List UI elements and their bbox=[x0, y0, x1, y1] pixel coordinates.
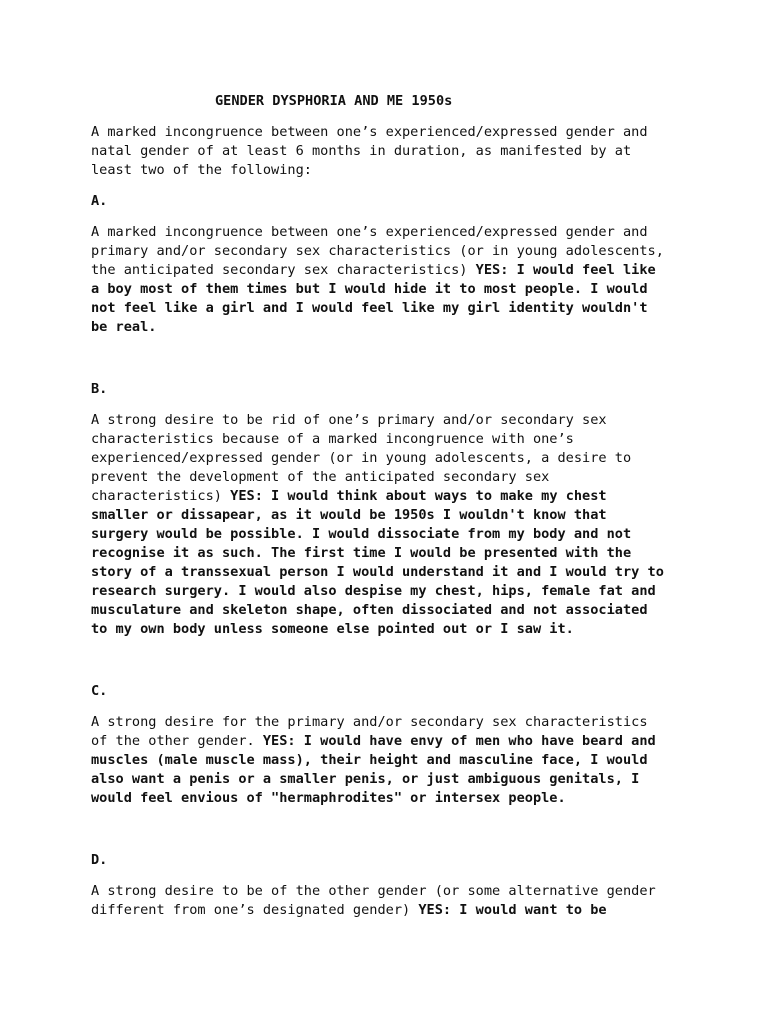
criterion-text: A strong desire to be of the other gender (or some alternative gender bbox=[91, 883, 656, 899]
section-b-text bbox=[91, 411, 691, 639]
answer-line: story of a transsexual person I would understand it and I would try to bbox=[91, 564, 664, 580]
intro-line: least two of the following: bbox=[91, 162, 312, 178]
criterion-line bbox=[91, 468, 691, 487]
answer-line: also want a penis or a smaller penis, or just ambiguous genitals, I bbox=[91, 771, 640, 787]
document-body bbox=[91, 92, 691, 920]
intro-paragraph bbox=[91, 123, 691, 180]
criterion-line bbox=[91, 449, 691, 468]
answer-text: YES: I would have envy of men who have beard and bbox=[262, 733, 656, 749]
answer-line: musculature and skeleton shape, often dissociated and not associated bbox=[91, 602, 648, 618]
criterion-text: characteristics) bbox=[91, 488, 231, 504]
answer-line: surgery would be possible. I would dissociate from my body and not bbox=[91, 526, 632, 542]
criterion-line bbox=[91, 487, 691, 506]
section-d-text bbox=[91, 882, 691, 920]
criterion-line bbox=[91, 882, 691, 901]
criterion-text: the anticipated secondary sex characteristics) bbox=[91, 262, 476, 278]
criterion-line bbox=[91, 242, 691, 261]
answer-line: recognise it as such. The first time I would be presented with the bbox=[91, 545, 632, 561]
criterion-text: A strong desire for the primary and/or secondary sex characteristics bbox=[91, 714, 648, 730]
section-b-heading: B. bbox=[91, 381, 108, 397]
section-c-text bbox=[91, 713, 691, 808]
criterion-text: different from one’s designated gender) bbox=[91, 902, 419, 918]
criterion-line bbox=[91, 261, 691, 280]
criterion-line bbox=[91, 223, 691, 242]
criterion-line bbox=[91, 732, 691, 751]
section-a-heading: A. bbox=[91, 193, 108, 209]
criterion-text: primary and/or secondary sex characteristics (or in young adolescents, bbox=[91, 243, 664, 259]
section-c-heading: C. bbox=[91, 683, 108, 699]
answer-text: YES: I would feel like bbox=[475, 262, 656, 278]
spacer bbox=[91, 639, 691, 682]
answer-line: be real. bbox=[91, 319, 157, 335]
criterion-text: prevent the development of the anticipated secondary sex bbox=[91, 469, 550, 485]
criterion-text: of the other gender. bbox=[91, 733, 263, 749]
answer-line: to my own body unless someone else pointed out or I saw it. bbox=[91, 621, 574, 637]
answer-text: YES: I would want to be bbox=[418, 902, 607, 918]
criterion-text: experienced/expressed gender (or in young adolescents, a desire to bbox=[91, 450, 632, 466]
intro-line: A marked incongruence between one’s experienced/expressed gender and bbox=[91, 124, 648, 140]
criterion-line bbox=[91, 901, 691, 920]
document-title: GENDER DYSPHORIA AND ME 1950s bbox=[215, 93, 453, 109]
criterion-line bbox=[91, 411, 691, 430]
answer-line: would feel envious of "hermaphrodites" or intersex people. bbox=[91, 790, 566, 806]
section-d-heading: D. bbox=[91, 852, 108, 868]
spacer bbox=[91, 337, 691, 380]
criterion-line bbox=[91, 430, 691, 449]
answer-text: YES: I would think about ways to make my chest bbox=[230, 488, 607, 504]
criterion-text: characteristics because of a marked incongruence with one’s bbox=[91, 431, 574, 447]
spacer bbox=[91, 808, 691, 851]
answer-line: research surgery. I would also despise my chest, hips, female fat and bbox=[91, 583, 656, 599]
criterion-text: A marked incongruence between one’s experienced/expressed gender and bbox=[91, 224, 648, 240]
answer-line: not feel like a girl and I would feel like my girl identity wouldn't bbox=[91, 300, 648, 316]
criterion-line bbox=[91, 713, 691, 732]
intro-line: natal gender of at least 6 months in duration, as manifested by at bbox=[91, 143, 632, 159]
criterion-text: A strong desire to be rid of one’s primary and/or secondary sex bbox=[91, 412, 607, 428]
answer-line: muscles (male muscle mass), their height and masculine face, I would bbox=[91, 752, 648, 768]
section-a-text bbox=[91, 223, 691, 337]
answer-line: smaller or dissapear, as it would be 1950s I wouldn't know that bbox=[91, 507, 607, 523]
answer-line: a boy most of them times but I would hide it to most people. I would bbox=[91, 281, 648, 297]
